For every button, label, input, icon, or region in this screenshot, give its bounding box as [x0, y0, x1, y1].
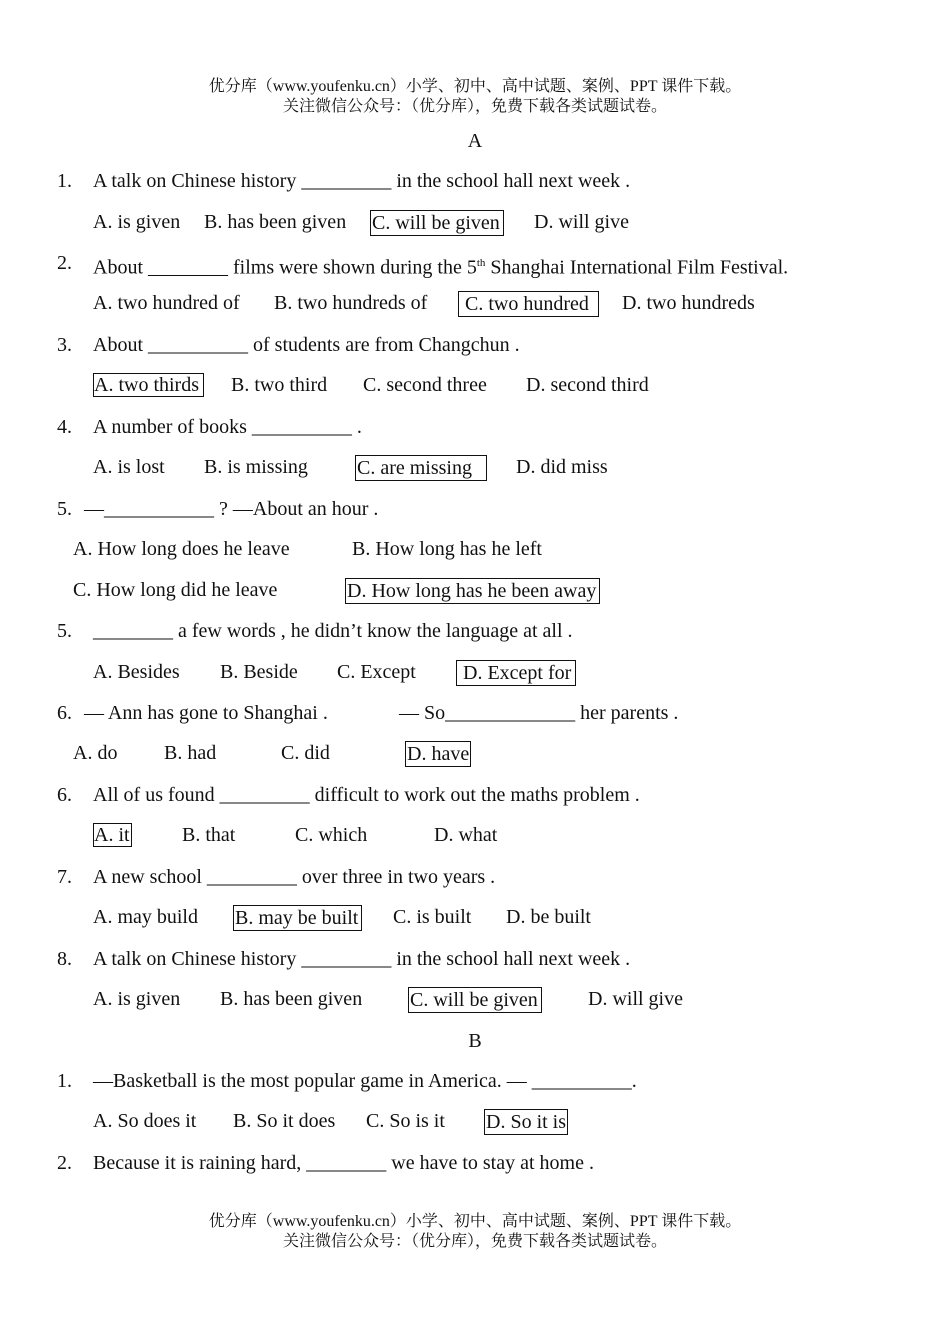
question-b1 — [57, 1069, 637, 1093]
option-c: C. which — [295, 824, 368, 846]
options-a6-first — [73, 741, 470, 765]
options-a2 — [93, 291, 755, 315]
option-d-answer: D. How long has he been away — [345, 578, 600, 604]
option-d: D. two hundreds — [622, 292, 755, 314]
question-text: —___________ ? —About an hour . — [84, 498, 379, 520]
question-a4 — [57, 415, 362, 439]
question-text-pre: About ________ films were shown during the 5 — [93, 256, 477, 279]
option-c: C. second three — [363, 374, 487, 396]
question-a2 — [57, 251, 789, 279]
option-d: D. be built — [506, 906, 591, 928]
option-d: D. did miss — [516, 456, 608, 478]
question-text: ________ a few words , he didn’t know the language at all . — [93, 620, 573, 642]
question-number: 1. — [57, 1070, 72, 1092]
question-number: 1. — [57, 170, 72, 192]
options-a5-first-row-1 — [73, 537, 542, 561]
question-b2 — [57, 1151, 594, 1175]
question-a6-first — [57, 701, 679, 725]
option-b: B. is missing — [204, 456, 308, 478]
question-number: 5. — [57, 620, 72, 642]
option-c-answer: C. will be given — [370, 210, 504, 236]
option-a-answer: A. it — [94, 824, 130, 846]
option-c-answer: C. two hundred — [458, 291, 599, 317]
option-b: B. has been given — [220, 988, 363, 1010]
question-reply: — So_____________ her parents . — [399, 702, 679, 724]
ordinal-suffix: th — [476, 257, 486, 269]
question-text: A talk on Chinese history _________ in the school hall next week . — [93, 170, 631, 192]
option-c-answer: C. will be given — [408, 987, 542, 1013]
options-b1 — [93, 1109, 567, 1133]
option-a: A. is given — [93, 988, 181, 1010]
section-a-heading: A — [467, 130, 483, 152]
options-a3 — [93, 373, 649, 397]
option-b: B. two third — [231, 374, 328, 396]
option-d: D. second third — [526, 374, 649, 396]
option-b: B. How long has he left — [352, 538, 542, 560]
option-d-answer: D. So it is — [486, 1111, 567, 1133]
question-text — [93, 251, 788, 280]
question-a3 — [57, 333, 520, 357]
question-text: A number of books __________ . — [93, 416, 362, 438]
options-a1 — [93, 210, 629, 234]
question-text: About __________ of students are from Changchun . — [93, 334, 520, 356]
option-a: A. is given — [93, 211, 181, 233]
option-a: A. two hundred of — [93, 292, 240, 314]
option-a: A. So does it — [93, 1110, 197, 1132]
option-d: D. what — [434, 824, 498, 846]
question-a7 — [57, 865, 496, 889]
option-b-answer: B. may be built — [233, 905, 362, 931]
page-header-line-1: 优分库（www.youfenku.cn）小学、初中、高中试题、案例、PPT 课件下载。 — [208, 78, 742, 95]
section-b-heading: B — [468, 1030, 482, 1052]
options-a8 — [93, 987, 683, 1011]
options-a7 — [93, 905, 591, 929]
option-b: B. So it does — [233, 1110, 336, 1132]
question-number: 7. — [57, 866, 72, 888]
option-c-answer: C. are missing — [355, 455, 487, 481]
option-b: B. two hundreds of — [274, 292, 428, 314]
options-a6-second — [93, 823, 498, 847]
option-a-answer: A. two thirds — [93, 373, 204, 397]
question-number: 2. — [57, 252, 72, 274]
option-a: A. How long does he leave — [73, 538, 290, 560]
question-number: 3. — [57, 334, 72, 356]
question-a6-second — [57, 783, 640, 807]
question-a8 — [57, 947, 631, 971]
option-a: A. is lost — [93, 456, 165, 478]
page-footer-line-2: 关注微信公众号：（优分库），免费下载各类试题试卷。 — [282, 1233, 667, 1250]
option-b: B. Beside — [220, 661, 298, 683]
options-a5-first-row-2 — [73, 578, 597, 602]
question-number: 6. — [57, 784, 72, 806]
question-a1 — [57, 169, 631, 193]
page-header-line-2: 关注微信公众号：（优分库），免费下载各类试题试卷。 — [282, 98, 667, 115]
question-text: A talk on Chinese history _________ in the school hall next week . — [93, 948, 631, 970]
option-c: C. So is it — [366, 1110, 445, 1132]
option-a: A. do — [73, 742, 118, 764]
question-number: 5. — [57, 498, 72, 520]
option-d: D. will give — [534, 211, 629, 233]
option-d-answer: D. Except for — [456, 660, 576, 686]
question-number: 8. — [57, 948, 72, 970]
option-c: C. Except — [337, 661, 416, 683]
page-footer-line-1: 优分库（www.youfenku.cn）小学、初中、高中试题、案例、PPT 课件下载。 — [208, 1213, 742, 1230]
question-a5-second — [57, 619, 573, 643]
question-number: 2. — [57, 1152, 72, 1174]
question-text: All of us found _________ difficult to work out the maths problem . — [93, 784, 640, 806]
question-text: — Ann has gone to Shanghai . — [84, 702, 328, 724]
option-c: C. is built — [393, 906, 472, 928]
question-text-post: Shanghai International Film Festival. — [485, 256, 789, 279]
question-text: A new school _________ over three in two years . — [93, 866, 496, 888]
option-b: B. that — [182, 824, 236, 846]
option-a: A. Besides — [93, 661, 180, 683]
option-b: B. had — [164, 742, 217, 764]
question-text: Because it is raining hard, ________ we have to stay at home . — [93, 1152, 594, 1174]
question-number: 4. — [57, 416, 72, 438]
options-a5-second — [93, 660, 572, 684]
question-a5-first — [57, 497, 379, 521]
question-number: 6. — [57, 702, 72, 724]
question-text: —Basketball is the most popular game in America. — __________. — [93, 1070, 637, 1092]
option-c: C. did — [281, 742, 330, 764]
option-d-answer: D. have — [407, 743, 470, 765]
option-c: C. How long did he leave — [73, 579, 278, 601]
option-d: D. will give — [588, 988, 683, 1010]
option-a: A. may build — [93, 906, 198, 928]
options-a4 — [93, 455, 608, 479]
option-b: B. has been given — [204, 211, 347, 233]
